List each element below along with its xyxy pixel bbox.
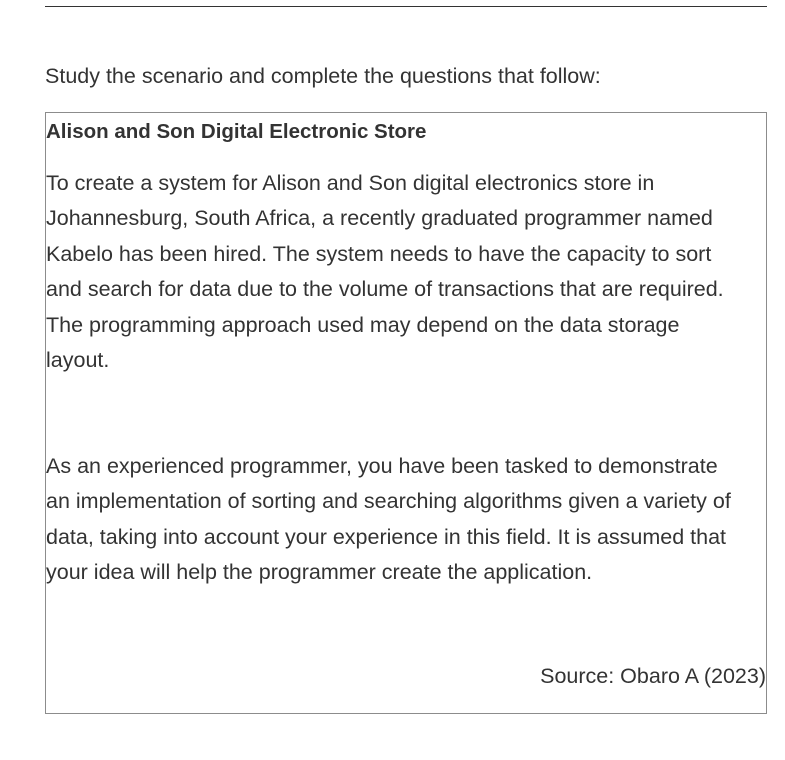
paragraph-line: As an experienced programmer, you have been tasked to demonstrate: [46, 454, 718, 478]
scenario-paragraph-1: [46, 166, 768, 378]
intro-instruction: Study the scenario and complete the questions that follow:: [45, 64, 601, 88]
paragraph-line: Kabelo has been hired. The system needs to have the capacity to sort: [46, 241, 712, 266]
paragraph-line: layout.: [46, 348, 110, 373]
scenario-paragraph-2: [46, 449, 768, 591]
paragraph-line: and search for data due to the volume of transactions that are required.: [46, 277, 724, 302]
source-citation: Source: Obaro A (2023): [540, 664, 766, 688]
paragraph-line: To create a system for Alison and Son digital electronics store in: [46, 171, 655, 195]
scenario-box: [45, 112, 767, 714]
paragraph-line: an implementation of sorting and searching algorithms given a variety of: [46, 489, 731, 514]
paragraph-line: data, taking into account your experience in this field. It is assumed that: [46, 524, 727, 549]
top-divider: [45, 6, 767, 7]
paragraph-line: The programming approach used may depend on the data storage: [46, 312, 680, 337]
scenario-title: Alison and Son Digital Electronic Store: [46, 120, 427, 143]
paragraph-line: your idea will help the programmer create the application.: [46, 560, 593, 585]
paragraph-line: Johannesburg, South Africa, a recently graduated programmer named: [46, 206, 713, 231]
